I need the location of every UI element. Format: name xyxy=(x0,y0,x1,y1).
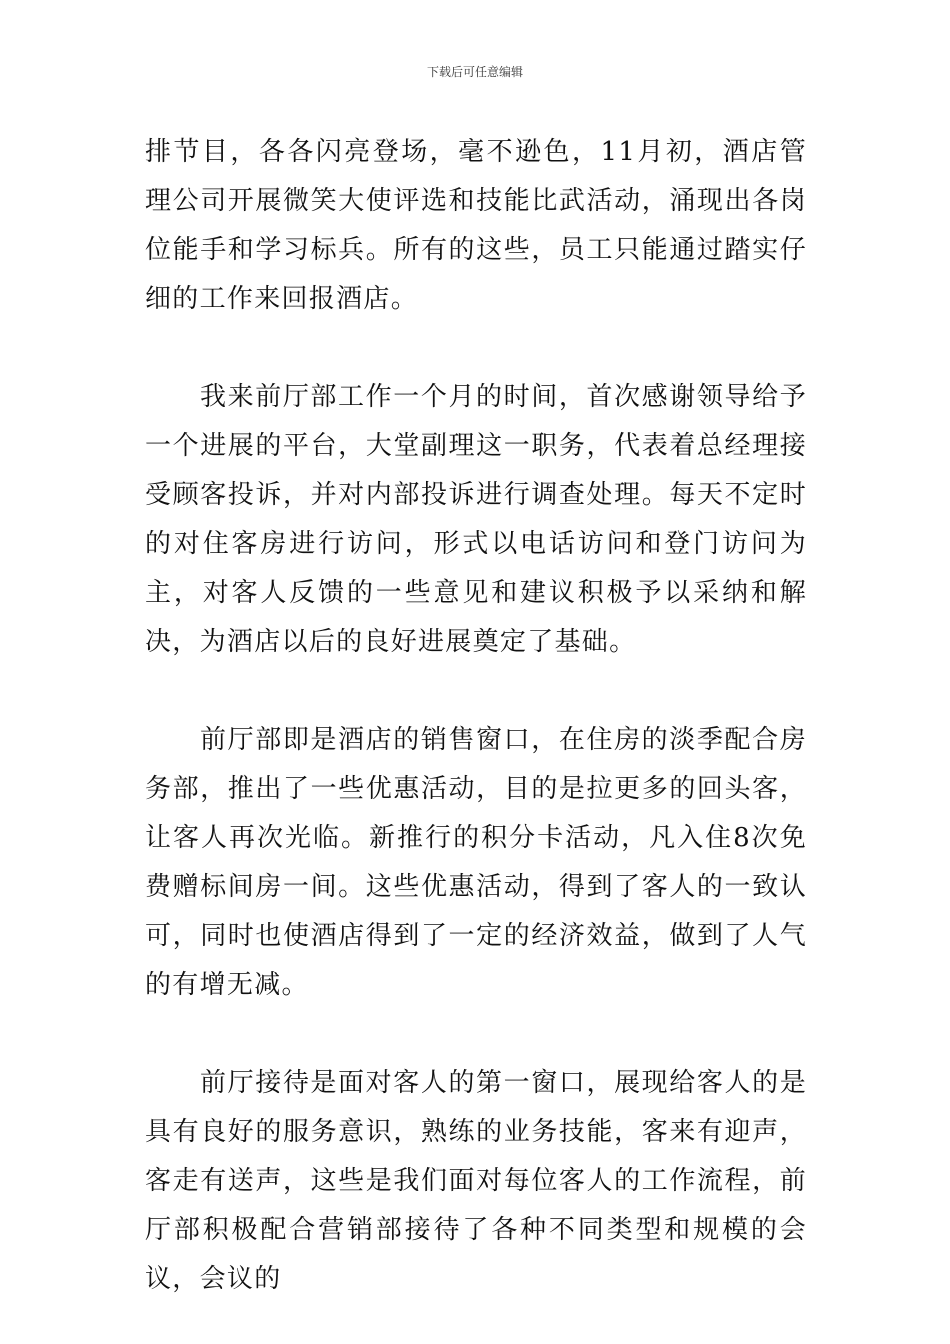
paragraph-4: 前厅接待是面对客人的第一窗口，展现给客人的是具有良好的服务意识，熟练的业务技能，客来有迎声，客走有送声，这些是我们面对每位客人的工作流程，前厅部积极配合营销部接待了各种不同类型和规模的会议，会议的 xyxy=(145,1068,807,1294)
paragraph-1: 排节目，各各闪亮登场，毫不逊色，11月初，酒店管理公司开展微笑大使评选和技能比武活动，涌现出各岗位能手和学习标兵。所有的这些，员工只能通过踏实仔细的工作来回报酒店。 xyxy=(145,137,807,314)
paragraph-2: 我来前厅部工作一个月的时间，首次感谢领导给予一个进展的平台，大堂副理这一职务，代表着总经理接受顾客投诉，并对内部投诉进行调查处理。每天不定时的对住客房进行访问，形式以电话访问和登门访问为主，对客人反馈的一些意见和建议积极予以采纳和解决，为酒店以后的良好进展奠定了基础。 xyxy=(145,382,807,657)
paragraph-3: 前厅部即是酒店的销售窗口，在住房的淡季配合房务部，推出了一些优惠活动，目的是拉更多的回头客，让客人再次光临。新推行的积分卡活动，凡入住8次免费赠标间房一间。这些优惠活动，得到了客人的一致认可，同时也使酒店得到了一定的经济效益，做到了人气的有增无减。 xyxy=(145,725,807,1000)
document-body xyxy=(145,128,807,1304)
page-header: 下载后可任意编辑 xyxy=(426,65,523,79)
